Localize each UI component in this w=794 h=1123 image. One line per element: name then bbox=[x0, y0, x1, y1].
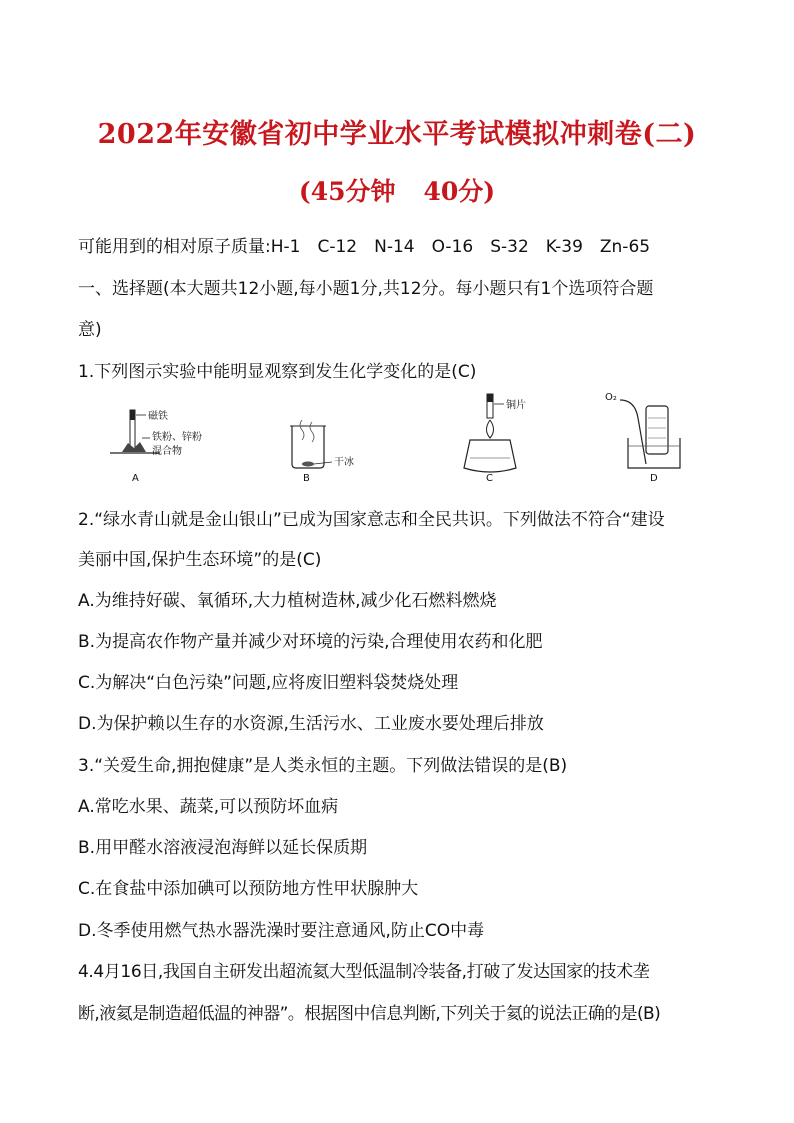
question-4-stem-line2: 断,液氦是制造超低温的神器”。根据图中信息判断,下列关于氦的说法正确的是(B) bbox=[78, 1004, 661, 1024]
figure-d bbox=[605, 392, 680, 484]
experiment-figure bbox=[100, 388, 700, 488]
option-a-label: A bbox=[132, 473, 139, 484]
figure-b-label: 干冰 bbox=[334, 457, 354, 468]
figure-d-label: O₂ bbox=[605, 392, 617, 403]
exam-title: 2022年安徽省初中学业水平考试模拟冲刺卷(二) bbox=[97, 119, 697, 150]
figure-c-label: 铜片 bbox=[506, 400, 526, 411]
question-3-option-a: A.常吃水果、蔬菜,可以预防坏血病 bbox=[78, 797, 339, 817]
question-2-option-a: A.为维持好碳、氧循环,大力植树造林,减少化石燃料燃烧 bbox=[78, 591, 497, 611]
question-2-option-c: C.为解决“白色污染”问题,应将废旧塑料袋焚烧处理 bbox=[78, 673, 459, 693]
question-3-option-d: D.冬季使用燃气热水器洗澡时要注意通风,防止CO中毒 bbox=[78, 921, 485, 941]
figure-c bbox=[464, 394, 526, 484]
question-2-option-b: B.为提高农作物产量并减少对环境的污染,合理使用农药和化肥 bbox=[78, 632, 543, 652]
question-2-stem-line2: 美丽中国,保护生态环境”的是(C) bbox=[78, 550, 322, 570]
question-2-option-d: D.为保护赖以生存的水资源,生活污水、工业废水要处理后排放 bbox=[78, 714, 544, 734]
exam-subtitle bbox=[0, 172, 794, 208]
question-3-stem: 3.“关爱生命,拥抱健康”是人类永恒的主题。下列做法错误的是(B) bbox=[78, 756, 568, 776]
section-header-line1: 一、选择题(本大题共12小题,每小题1分,共12分。每小题只有1个选项符合题 bbox=[78, 279, 654, 299]
question-2-stem-line1: 2.“绿水青山就是金山银山”已成为国家意志和全民共识。下列做法不符合“建设 bbox=[78, 510, 665, 530]
question-1-figure bbox=[100, 388, 700, 488]
figure-a-label-mixture: 混合物 bbox=[152, 446, 182, 457]
figure-a-label-magnet: 磁铁 bbox=[148, 411, 168, 422]
question-3-option-c: C.在食盐中添加碘可以预防地方性甲状腺肿大 bbox=[78, 879, 419, 899]
question-3-option-b: B.用甲醛水溶液浸泡海鲜以延长保质期 bbox=[78, 838, 368, 858]
atomic-masses: 可能用到的相对原子质量:H-1 C-12 N-14 O-16 S-32 K-39 Zn-65 bbox=[78, 237, 651, 257]
section-header-line2: 意) bbox=[78, 320, 102, 340]
option-c-label: C bbox=[486, 473, 493, 484]
exam-score: 40分) bbox=[423, 177, 496, 206]
figure-b bbox=[290, 420, 354, 484]
figure-a-label-powder: 铁粉、锌粉 bbox=[152, 432, 202, 443]
figure-a bbox=[110, 409, 202, 484]
exam-time: (45分钟 bbox=[298, 177, 396, 206]
question-4-stem-line1: 4.4月16日,我国自主研发出超流氦大型低温制冷装备,打破了发达国家的技术垄 bbox=[78, 962, 650, 982]
option-b-label: B bbox=[303, 473, 310, 484]
option-d-label: D bbox=[650, 473, 658, 484]
question-1-stem: 1.下列图示实验中能明显观察到发生化学变化的是(C) bbox=[78, 362, 477, 382]
